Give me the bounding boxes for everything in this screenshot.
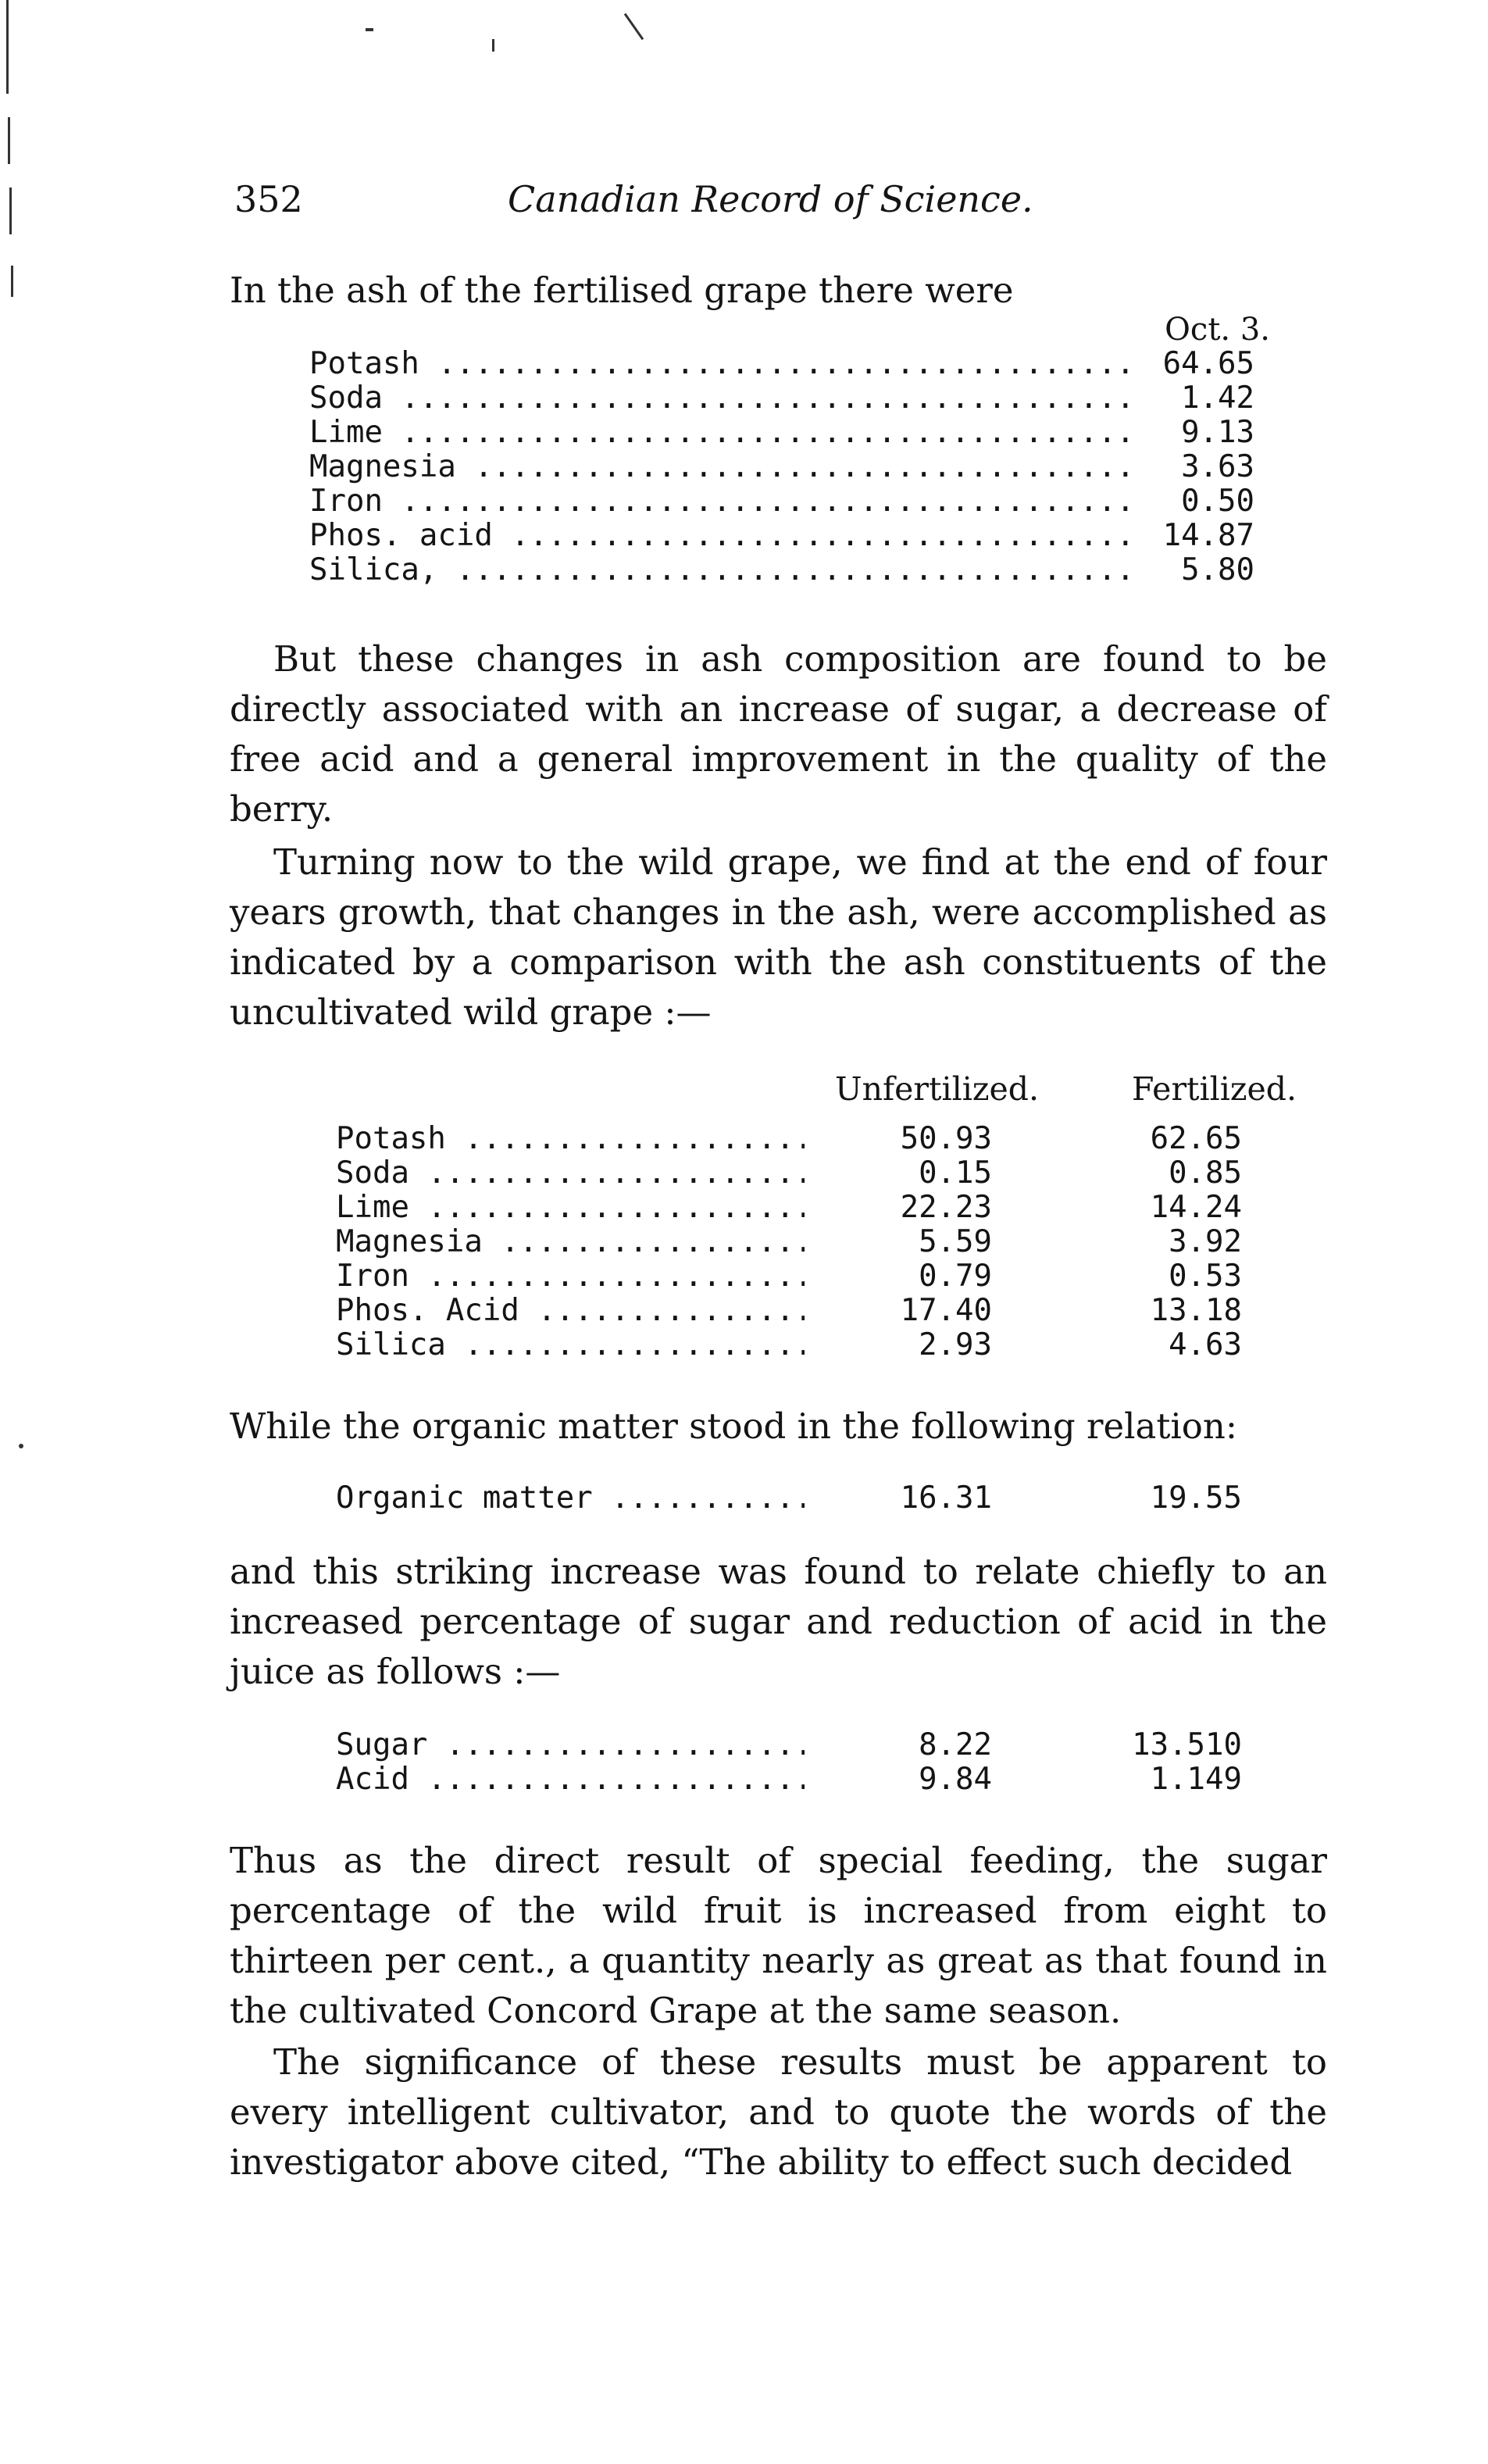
table-row [336, 1762, 1297, 1797]
row-value: 5.80 [1181, 552, 1254, 587]
fertilized-value: 3.92 [1169, 1224, 1242, 1259]
row-value: 0.50 [1181, 484, 1254, 519]
table-row [336, 1328, 1297, 1362]
row-label: Sugar ..... [336, 1728, 805, 1762]
row-label: Phos. Acid ..... [336, 1294, 805, 1328]
table-row [309, 347, 1270, 381]
fertilized-value: 13.510 [1132, 1727, 1242, 1762]
scan-edge-mark [6, 0, 9, 94]
row-label: Organic matter ..... [336, 1481, 805, 1516]
running-title: Canadian Record of Science. [508, 178, 1033, 220]
body-paragraph: Thus as the direct result of special feeding, the sugar percentage of the wild fruit is increased from eight to thirteen per cent., a quantity nearly as great as that found in the cultivated Concord Grape at the same season. [230, 1840, 1327, 2031]
row-label: Soda ..... [336, 1156, 805, 1191]
organic-matter-table [336, 1481, 1297, 1516]
unfertilized-value: 2.93 [919, 1327, 992, 1362]
row-label: Potash ..... [336, 1122, 805, 1156]
table-row [309, 484, 1270, 519]
table-row [309, 381, 1270, 416]
fertilized-value: 19.55 [1150, 1480, 1242, 1516]
scan-edge-mark [9, 187, 12, 234]
body-paragraph: Turning now to the wild grape, we find at the end of four years growth, that changes in the ash, were accomplished as indicated by a comparison with the ash constituents of the uncultivated wild grape :— [230, 841, 1327, 1033]
row-label: Acid ..... [336, 1762, 805, 1797]
table-row [336, 1259, 1297, 1294]
fertilized-value: 0.53 [1169, 1259, 1242, 1294]
column-header-unfertilized: Unfertilized. [835, 1070, 1039, 1108]
row-value: 9.13 [1181, 415, 1254, 450]
table-row [336, 1481, 1297, 1516]
row-label: Silica ..... [336, 1328, 805, 1362]
fertilized-value: 14.24 [1150, 1190, 1242, 1225]
unfertilized-value: 5.59 [919, 1224, 992, 1259]
row-label: Phos. acid ..... [309, 519, 1137, 553]
table-header-row [336, 1072, 1297, 1122]
body-paragraph: The significance of these results must be apparent to every intelligent cultivator, and to quote the words of the investigator above cited, “The ability to effect such decided [230, 2041, 1327, 2183]
table-row [336, 1294, 1297, 1328]
scan-edge-mark [624, 13, 644, 40]
unfertilized-value: 16.31 [900, 1480, 992, 1516]
scan-edge-mark [19, 1444, 23, 1448]
scan-edge-mark [366, 28, 373, 31]
row-label: Silica, ..... [309, 553, 1137, 587]
row-label: Lime ..... [309, 416, 1137, 450]
fertilized-value: 62.65 [1150, 1121, 1242, 1156]
scan-edge-mark [11, 266, 13, 297]
ash-table-fertilised [309, 312, 1270, 587]
page-header [234, 178, 1332, 233]
row-label: Potash ..... [309, 347, 1137, 381]
body-paragraph: and this striking increase was found to relate chiefly to an increased percentage of sugar and reduction of acid in the juice as follows :— [230, 1551, 1327, 1692]
table-row [309, 553, 1270, 587]
unfertilized-value: 8.22 [919, 1727, 992, 1762]
row-label: Iron ..... [309, 484, 1137, 519]
row-value: 14.87 [1162, 518, 1254, 553]
table-row [336, 1156, 1297, 1191]
fertilized-value: 0.85 [1169, 1155, 1242, 1191]
row-label: Lime ..... [336, 1191, 805, 1225]
row-value: 64.65 [1162, 346, 1254, 381]
body-paragraph: But these changes in ash composition are found to be directly associated with an increase of sugar, a decrease of free acid and a general improvement in the quality of the berry. [230, 638, 1327, 830]
column-header-fertilized: Fertilized. [1131, 1070, 1297, 1108]
table-row [309, 450, 1270, 484]
table-row [336, 1191, 1297, 1225]
page-number: 352 [234, 178, 303, 220]
unfertilized-value: 0.79 [919, 1259, 992, 1294]
sugar-acid-table [336, 1728, 1297, 1797]
unfertilized-value: 17.40 [900, 1293, 992, 1328]
row-value: 1.42 [1181, 380, 1254, 416]
scan-edge-mark [492, 39, 494, 52]
unfertilized-value: 50.93 [900, 1121, 992, 1156]
table-header-row [309, 312, 1270, 347]
fertilized-value: 13.18 [1150, 1293, 1242, 1328]
table-row [336, 1122, 1297, 1156]
row-label: Magnesia ..... [309, 450, 1137, 484]
fertilized-value: 4.63 [1169, 1327, 1242, 1362]
scan-edge-mark [8, 117, 10, 164]
ash-comparison-table [336, 1072, 1297, 1362]
row-label: Iron ..... [336, 1259, 805, 1294]
row-value: 3.63 [1181, 449, 1254, 484]
unfertilized-value: 22.23 [900, 1190, 992, 1225]
intro-paragraph: In the ash of the fertilised grape there were [230, 270, 1014, 311]
table-row [309, 416, 1270, 450]
row-label: Magnesia ..... [336, 1225, 805, 1259]
table-row [336, 1728, 1297, 1762]
unfertilized-value: 9.84 [919, 1762, 992, 1797]
body-paragraph: While the organic matter stood in the following relation: [230, 1405, 1238, 1447]
row-label: Soda ..... [309, 381, 1137, 416]
fertilized-value: 1.149 [1150, 1762, 1242, 1797]
table-row [336, 1225, 1297, 1259]
table-row [309, 519, 1270, 553]
column-header-oct3: Oct. 3. [1165, 312, 1270, 348]
unfertilized-value: 0.15 [919, 1155, 992, 1191]
